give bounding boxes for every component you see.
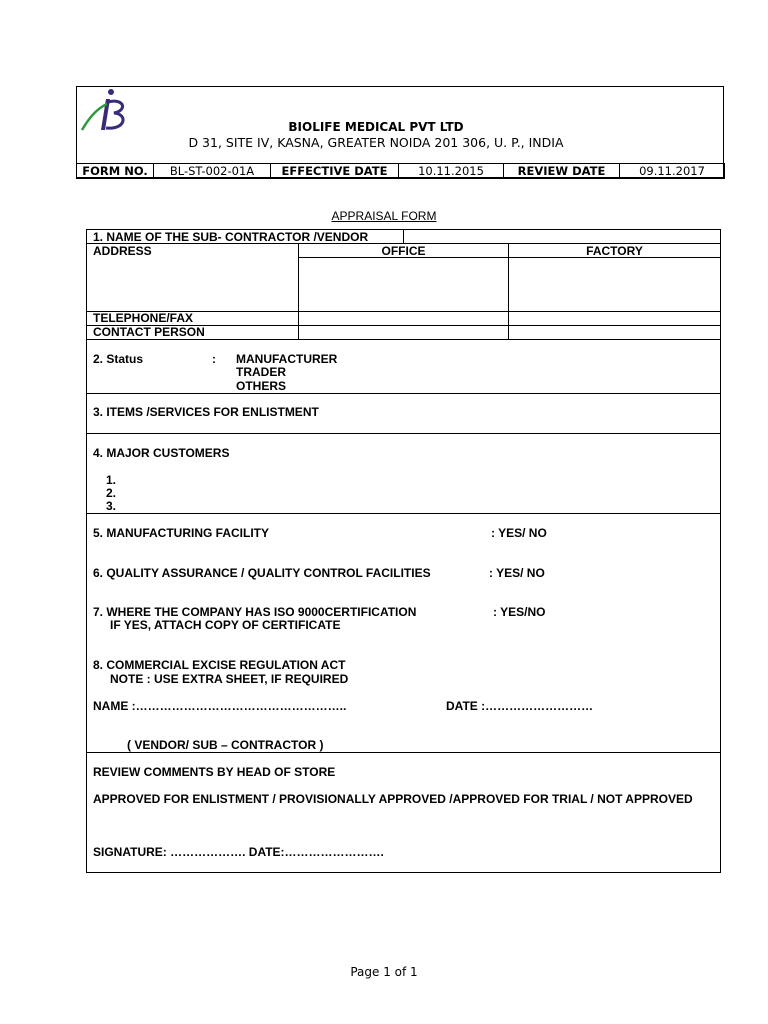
status-option-manufacturer[interactable]: MANUFACTURER xyxy=(236,352,338,366)
vendor-name-label: 1. NAME OF THE SUB- CONTRACTOR /VENDOR xyxy=(93,230,369,244)
divider xyxy=(87,339,720,340)
iso-certificate-note: IF YES, ATTACH COPY OF CERTIFICATE xyxy=(110,618,341,632)
effective-date-value: 10.11.2015 xyxy=(399,164,504,178)
iso-certification-answer[interactable]: : YES/NO xyxy=(493,605,546,619)
contact-person-label: CONTACT PERSON xyxy=(93,325,205,339)
review-date-label: REVIEW DATE xyxy=(504,164,620,178)
status-colon: : xyxy=(212,352,216,366)
factory-contact-field[interactable] xyxy=(510,327,719,338)
manufacturing-facility-answer[interactable]: : YES/ NO xyxy=(491,526,547,540)
factory-address-field[interactable] xyxy=(510,259,719,310)
factory-label: FACTORY xyxy=(586,244,643,258)
signature-line[interactable]: SIGNATURE: ………………. DATE:……………………. xyxy=(93,845,384,859)
review-date-value: 09.11.2017 xyxy=(639,164,705,178)
divider xyxy=(87,752,720,753)
office-telephone-field[interactable] xyxy=(300,313,507,324)
company-address: D 31, SITE IV, KASNA, GREATER NOIDA 201 306, U. P., INDIA xyxy=(188,135,564,150)
status-option-others[interactable]: OTHERS xyxy=(236,379,287,393)
factory-telephone-field[interactable] xyxy=(510,313,719,324)
address-label: ADDRESS xyxy=(93,244,152,258)
customer-item: 3. xyxy=(106,499,117,513)
appraisal-form xyxy=(86,229,721,873)
divider xyxy=(403,230,404,243)
customer-item: 2. xyxy=(106,486,117,500)
items-services-label: 3. ITEMS /SERVICES FOR ENLISTMENT xyxy=(93,405,319,419)
qa-qc-label: 6. QUALITY ASSURANCE / QUALITY CONTROL FACILITIES xyxy=(93,566,431,580)
divider xyxy=(87,433,720,434)
office-label: OFFICE xyxy=(381,244,426,258)
company-name: BIOLIFE MEDICAL PVT LTD xyxy=(288,120,464,134)
form-title: APPRAISAL FORM xyxy=(331,209,437,223)
review-comments-label: REVIEW COMMENTS BY HEAD OF STORE xyxy=(93,765,336,779)
vendor-sign-caption: ( VENDOR/ SUB – CONTRACTOR ) xyxy=(127,738,324,752)
effective-date-label: EFFECTIVE DATE xyxy=(271,164,399,178)
approval-options[interactable]: APPROVED FOR ENLISTMENT / PROVISIONALLY APPROVED /APPROVED FOR TRIAL / NOT APPROVED xyxy=(93,792,693,806)
major-customers-label: 4. MAJOR CUSTOMERS xyxy=(93,446,230,460)
status-option-trader[interactable]: TRADER xyxy=(236,365,286,379)
customer-item: 1. xyxy=(106,473,117,487)
form-no-value: BL-ST-002-01A xyxy=(154,164,271,178)
manufacturing-facility-label: 5. MANUFACTURING FACILITY xyxy=(93,526,269,540)
excise-act-label: 8. COMMERCIAL EXCISE REGULATION ACT xyxy=(93,658,346,672)
qa-qc-answer[interactable]: : YES/ NO xyxy=(489,566,545,580)
telephone-label: TELEPHONE/FAX xyxy=(93,311,194,325)
form-no-label: FORM NO. xyxy=(77,164,154,178)
form-meta-row xyxy=(76,163,725,179)
name-line[interactable]: NAME :…………………………………………….. xyxy=(93,699,347,713)
date-line[interactable]: DATE :……………………… xyxy=(446,699,594,713)
office-address-field[interactable] xyxy=(300,259,507,310)
vendor-name-field[interactable] xyxy=(405,231,717,242)
divider xyxy=(87,513,720,514)
extra-sheet-note: NOTE : USE EXTRA SHEET, IF REQUIRED xyxy=(110,672,349,686)
divider xyxy=(87,393,720,394)
status-label: 2. Status xyxy=(93,352,144,366)
office-contact-field[interactable] xyxy=(300,327,507,338)
iso-certification-label: 7. WHERE THE COMPANY HAS ISO 9000CERTIFICATION xyxy=(93,605,417,619)
page-number: Page 1 of 1 xyxy=(350,965,418,979)
